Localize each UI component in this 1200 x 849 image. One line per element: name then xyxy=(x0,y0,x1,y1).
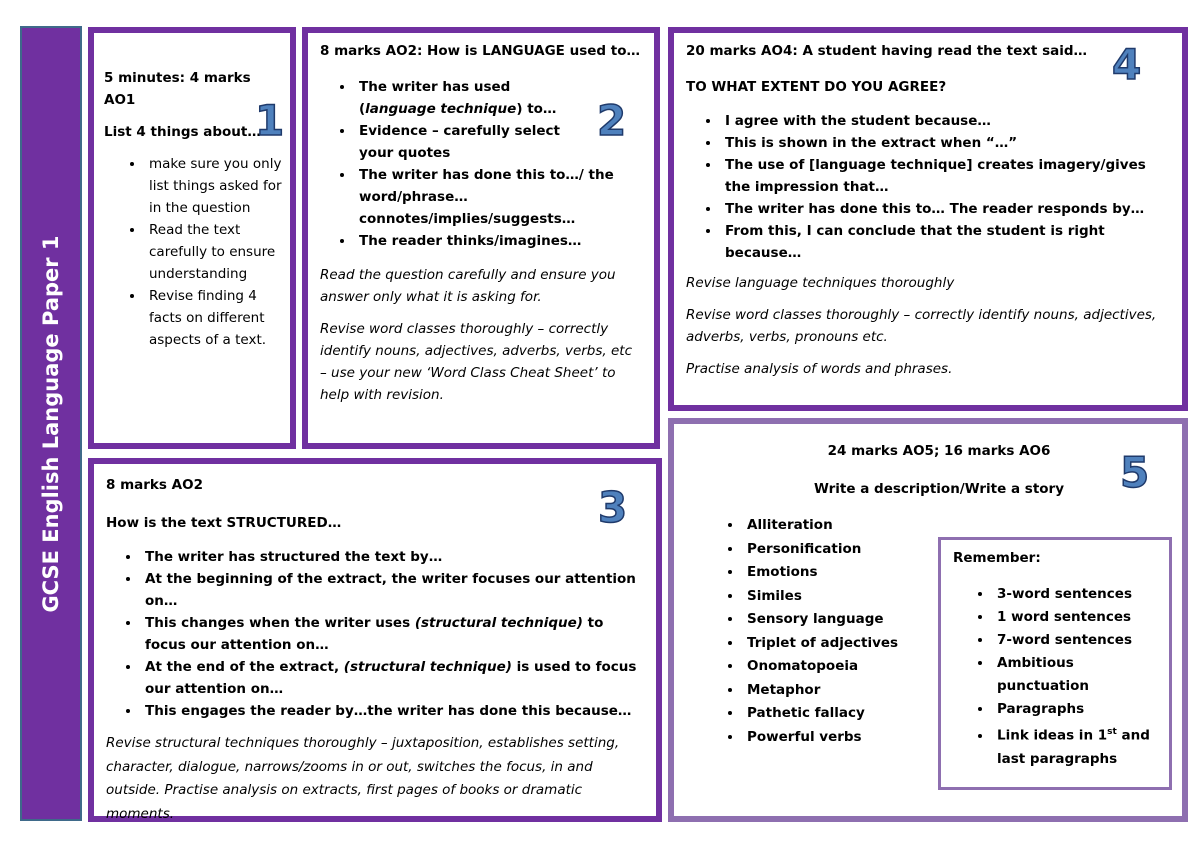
section-3-box xyxy=(88,458,662,822)
section-number-1: 1 xyxy=(255,96,285,145)
list-item: • Alliteration xyxy=(743,514,1170,538)
section-1-list xyxy=(104,153,282,351)
remember-title: Remember: xyxy=(953,550,1041,566)
section-number-5: 5 xyxy=(1120,448,1150,497)
section-5-heading: 24 marks AO5; 16 marks AO6 xyxy=(827,443,1051,459)
section-2-heading: 8 marks AO2: How is LANGUAGE used to… xyxy=(320,43,640,59)
list-item: • Revise finding 4 facts on different aspects of a text. xyxy=(145,285,282,351)
list-item: • Emotions xyxy=(743,561,1170,585)
list-item: • Evidence – carefully select your quotes xyxy=(355,120,582,164)
section-number-2: 2 xyxy=(597,96,627,145)
list-item: • 7-word sentences xyxy=(993,629,1159,652)
section-3-note: Revise structural techniques thoroughly – juxtaposition, establishes setting, character, dialogue, narrows/zooms in or out, switches the focus, in and outside. Practise analysis on extracts, first pages of books or dramatic moments. xyxy=(106,735,620,822)
section-2-box xyxy=(302,27,660,449)
list-item: • Personification xyxy=(743,538,1170,562)
section-2-list xyxy=(320,76,642,252)
section-3-list xyxy=(106,546,644,722)
section-4-box xyxy=(668,27,1188,411)
list-item: • From this, I can conclude that the student is right because… xyxy=(721,220,1170,264)
list-item: • The writer has done this to…/ the word/phrase… connotes/implies/suggests… xyxy=(355,164,622,230)
list-item: • At the end of the extract, (structural technique) is used to focus our attention on… xyxy=(141,656,644,700)
list-item: • Metaphor xyxy=(743,679,1170,703)
paper-title: GCSE English Language Paper 1 xyxy=(39,234,63,613)
list-item: • 1 word sentences xyxy=(993,606,1159,629)
list-item: • The writer has used (language technique) to… xyxy=(355,76,582,120)
list-item: • Paragraphs xyxy=(993,698,1159,721)
list-item: • Pathetic fallacy xyxy=(743,702,1170,726)
section-4-heading: 20 marks AO4: A student having read the text said… xyxy=(686,43,1088,59)
list-item: • make sure you only list things asked for in the question xyxy=(145,153,282,219)
list-item: • Triplet of adjectives xyxy=(743,632,1170,656)
section-5-subheading: Write a description/Write a story xyxy=(813,481,1065,497)
section-1-heading: 5 minutes: 4 marks AO1 xyxy=(104,70,251,108)
list-item: • Read the text carefully to ensure understanding xyxy=(145,219,282,285)
remember-list xyxy=(953,583,1159,771)
list-item: • The reader thinks/imagines… xyxy=(355,230,582,252)
section-4-note-1: Revise language techniques thoroughly xyxy=(686,275,955,291)
list-item: • Onomatopoeia xyxy=(743,655,1170,679)
section-2-note-1: Read the question carefully and ensure you answer only what it is asking for. xyxy=(320,267,616,305)
list-item: • I agree with the student because… xyxy=(721,110,1170,132)
section-number-3: 3 xyxy=(598,483,628,532)
section-3-prompt: How is the text STRUCTURED… xyxy=(106,515,342,531)
section-4-question: TO WHAT EXTENT DO YOU AGREE? xyxy=(686,79,947,95)
section-number-4: 4 xyxy=(1112,40,1142,89)
list-item: • 3-word sentences xyxy=(993,583,1159,606)
section-3-heading: 8 marks AO2 xyxy=(106,477,203,493)
list-item: • Powerful verbs xyxy=(743,726,1170,750)
list-item: • Ambitious punctuation xyxy=(993,652,1159,698)
list-item: • Similes xyxy=(743,585,1170,609)
section-1-prompt: List 4 things about… xyxy=(104,124,261,140)
section-4-note-2: Revise word classes thoroughly – correctly identify nouns, adjectives, adverbs, verbs, pronouns etc. xyxy=(686,307,1157,345)
section-4-note-3: Practise analysis of words and phrases. xyxy=(686,361,953,377)
section-2-note-2: Revise word classes thoroughly – correctly identify nouns, adjectives, adverbs, verbs, etc – use your new ‘Word Class Cheat Sheet’ to help with revision. xyxy=(320,321,633,403)
list-item: • Sensory language xyxy=(743,608,1170,632)
list-item: • This changes when the writer uses (structural technique) to focus our attention on… xyxy=(141,612,644,656)
list-item: • This engages the reader by…the writer has done this because… xyxy=(141,700,644,722)
remember-box xyxy=(938,537,1172,790)
section-4-list xyxy=(686,110,1170,264)
list-item: • The writer has done this to… The reader responds by… xyxy=(721,198,1170,220)
section-1-box xyxy=(88,27,296,449)
list-item: • The use of [language technique] creates imagery/gives the impression that… xyxy=(721,154,1170,198)
list-item: • At the beginning of the extract, the writer focuses our attention on… xyxy=(141,568,644,612)
sidebar-banner xyxy=(20,26,82,821)
list-item: • This is shown in the extract when “…” xyxy=(721,132,1170,154)
list-item: • The writer has structured the text by… xyxy=(141,546,644,568)
list-item: • Link ideas in 1st and last paragraphs xyxy=(993,721,1159,771)
